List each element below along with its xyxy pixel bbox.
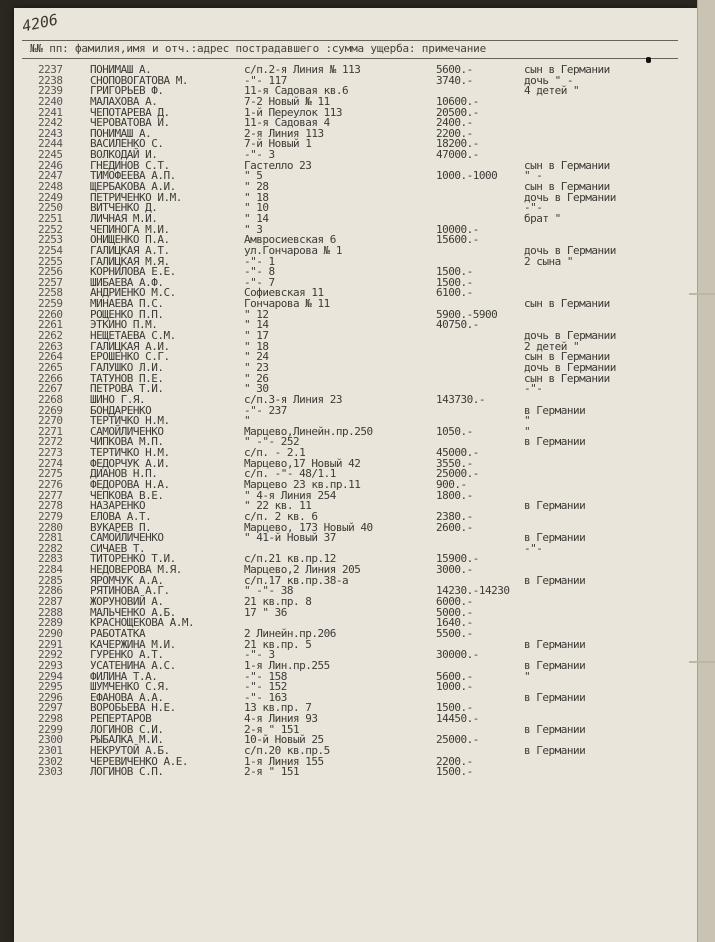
note: дочь в Германии bbox=[524, 329, 616, 343]
record-number: 2255 bbox=[38, 254, 63, 268]
record-number: 2266 bbox=[38, 371, 63, 385]
damage-amount: 30000.- bbox=[436, 648, 479, 662]
address: Марцево,17 Новый 42 bbox=[244, 456, 361, 470]
address: -"- 152 bbox=[244, 680, 287, 694]
record-number: 2286 bbox=[38, 584, 63, 598]
record-number: 2289 bbox=[38, 616, 63, 630]
damage-amount: 2200.- bbox=[436, 126, 473, 140]
address: " 4-я Линия 254 bbox=[244, 488, 336, 502]
full-name: МАЛАХОВА А. bbox=[90, 94, 158, 108]
address: с/п.2-я Линия № 113 bbox=[244, 63, 361, 76]
damage-amount: 18200.- bbox=[436, 137, 479, 151]
full-name: ШУМЧЕНКО С.Я. bbox=[90, 680, 170, 694]
full-name: САМОЙЛИЧЕНКО bbox=[90, 531, 164, 545]
address: Гончарова № 11 bbox=[244, 297, 330, 311]
address: " bbox=[244, 414, 251, 428]
address: " -"- 252 bbox=[244, 435, 300, 449]
full-name: РОЩЕНКО П.П. bbox=[90, 307, 164, 321]
address: Марцево,2 Линия 205 bbox=[244, 563, 361, 577]
full-name: ЛОГИНОВ С.П. bbox=[90, 765, 164, 779]
address: 1-й Переулок 113 bbox=[244, 105, 342, 119]
damage-amount: 14230.-14230 bbox=[436, 584, 510, 598]
address: 11-я Садовая 4 bbox=[244, 116, 330, 130]
record-number: 2246 bbox=[38, 158, 63, 172]
address: 21 кв.пр. 5 bbox=[244, 637, 312, 651]
full-name: ТИТОРЕНКО Т.И. bbox=[90, 552, 176, 566]
record-number: 2280 bbox=[38, 520, 63, 534]
address: " 24 bbox=[244, 350, 269, 364]
address: -"- 1 bbox=[244, 254, 275, 268]
header-bottom-rule bbox=[22, 58, 678, 59]
note: в Германии bbox=[524, 722, 586, 736]
note: брат " bbox=[524, 211, 561, 225]
full-name: ЧЕПИНОГА М.И. bbox=[90, 222, 170, 236]
record-number: 2247 bbox=[38, 169, 63, 183]
address: с/п.20 кв.пр.5 bbox=[244, 744, 330, 757]
note: в Германии bbox=[524, 531, 586, 545]
record-number: 2288 bbox=[38, 605, 63, 619]
record-number: 2274 bbox=[38, 456, 63, 470]
note: в Германии bbox=[524, 499, 586, 513]
record-number: 2253 bbox=[38, 233, 63, 247]
damage-amount: 2400.- bbox=[436, 116, 473, 130]
address: Марцево, 173 Новый 40 bbox=[244, 520, 373, 534]
full-name: ГНЕДИНОВ С.Т. bbox=[90, 158, 170, 172]
record-number: 2248 bbox=[38, 180, 63, 194]
full-name: КАЧЕРЖИНА М.И. bbox=[90, 637, 176, 651]
full-name: НЕКРУТОЙ А.Б. bbox=[90, 744, 170, 757]
full-name: ФИЛИНА Т.А. bbox=[90, 669, 158, 683]
full-name: ЧЕРОВАТОВА И. bbox=[90, 116, 170, 130]
full-name: ГАЛУШКО Л.И. bbox=[90, 360, 164, 374]
record-number: 2272 bbox=[38, 435, 63, 449]
note: " bbox=[524, 669, 531, 683]
record-number: 2292 bbox=[38, 648, 63, 662]
note: -"- bbox=[524, 541, 543, 555]
damage-amount: 1050.- bbox=[436, 424, 473, 438]
damage-amount: 15900.- bbox=[436, 552, 479, 566]
address: 7-2 Новый № 11 bbox=[244, 94, 330, 108]
full-name: ЛИЧНАЯ М.И. bbox=[90, 211, 158, 225]
record-number: 2287 bbox=[38, 595, 63, 609]
note: сын в Германии bbox=[524, 371, 610, 385]
address: 2-я " 151 bbox=[244, 765, 300, 779]
note: сын в Германии bbox=[524, 297, 610, 311]
full-name: ДИАНОВ Н.П. bbox=[90, 467, 158, 481]
record-number: 2258 bbox=[38, 286, 63, 300]
full-name: УСАТЕНИНА А.С. bbox=[90, 658, 176, 672]
record-number: 2260 bbox=[38, 307, 63, 321]
address: Марцево 23 кв.пр.11 bbox=[244, 477, 361, 491]
full-name: ЧЕПКОВА В.Е. bbox=[90, 488, 164, 502]
damage-amount: 40750.- bbox=[436, 318, 479, 332]
address: 17 " 36 bbox=[244, 605, 287, 619]
record-number: 2242 bbox=[38, 116, 63, 130]
full-name: ТЕРТИЧКО Н.М. bbox=[90, 446, 170, 460]
address: с/п.3-я Линия 23 bbox=[244, 392, 342, 406]
note: " - bbox=[524, 169, 543, 183]
record-number: 2269 bbox=[38, 403, 63, 417]
full-name: ПОНИМАШ А. bbox=[90, 126, 152, 140]
record-number: 2279 bbox=[38, 509, 63, 523]
address: с/п.21 кв.пр.12 bbox=[244, 552, 336, 566]
record-number: 2252 bbox=[38, 222, 63, 236]
note: в Германии bbox=[524, 658, 586, 672]
damage-amount: 1000.- bbox=[436, 680, 473, 694]
address: ул.Гончарова № 1 bbox=[244, 243, 342, 257]
full-name: ШИНО Г.Я. bbox=[90, 392, 146, 406]
full-name: ТЕРТИЧКО Н.М. bbox=[90, 414, 170, 428]
record-number: 2256 bbox=[38, 265, 63, 279]
full-name: ВОЛКОДАЙ И. bbox=[90, 148, 158, 162]
address: " 12 bbox=[244, 307, 269, 321]
full-name: ВИТЧЕНКО Д. bbox=[90, 201, 158, 215]
address: Марцево,Линейн.пр.250 bbox=[244, 424, 373, 438]
record-number: 2270 bbox=[38, 414, 63, 428]
note: в Германии bbox=[524, 435, 586, 449]
note: в Германии bbox=[524, 744, 586, 757]
address: 2-я Линия 113 bbox=[244, 126, 324, 140]
full-name: РЯТИНОВА А.Г. bbox=[90, 584, 170, 598]
note: дочь в Германии bbox=[524, 190, 616, 204]
damage-amount: 10600.- bbox=[436, 94, 479, 108]
full-name: РЕПЕРТАРОВ bbox=[90, 712, 152, 726]
record-number: 2264 bbox=[38, 350, 63, 364]
full-name: ЛОГИНОВ С.И. bbox=[90, 722, 164, 736]
record-number: 2273 bbox=[38, 446, 63, 460]
full-name: ЩЕРБАКОВА А.И. bbox=[90, 180, 176, 194]
record-number: 2257 bbox=[38, 275, 63, 289]
address: с/п. - 2.1 bbox=[244, 446, 306, 460]
record-number: 2277 bbox=[38, 488, 63, 502]
full-name: ГАЛИЦКАЯ А.И. bbox=[90, 339, 170, 353]
full-name: ГРИГОРЬЕВ Ф. bbox=[90, 84, 164, 98]
records-table bbox=[26, 65, 676, 778]
record-number: 2293 bbox=[38, 658, 63, 672]
note: " bbox=[524, 414, 531, 428]
record-number: 2261 bbox=[38, 318, 63, 332]
address: " 10 bbox=[244, 201, 269, 215]
damage-amount: 1000.-1000 bbox=[436, 169, 498, 183]
full-name: МАЛЬЧЕНКО А.Б. bbox=[90, 605, 176, 619]
full-name: НЕДОВЕРОВА М.Я. bbox=[90, 563, 182, 577]
record-number: 2271 bbox=[38, 424, 63, 438]
full-name: ПЕТРИЧЕНКО И.М. bbox=[90, 190, 182, 204]
note: в Германии bbox=[524, 573, 586, 587]
record-number: 2284 bbox=[38, 563, 63, 577]
full-name: ГУРЕНКО А.Т. bbox=[90, 648, 164, 662]
address: -"- 237 bbox=[244, 403, 287, 417]
address: с/п. -"- 48/1.1 bbox=[244, 467, 336, 481]
note: сын в Германии bbox=[524, 158, 610, 172]
record-number: 2238 bbox=[38, 73, 63, 87]
note: 4 детей " bbox=[524, 84, 580, 98]
note: 2 сына " bbox=[524, 254, 573, 268]
full-name: ЭТКИНО П.М. bbox=[90, 318, 158, 332]
record-number: 2303 bbox=[38, 765, 63, 779]
full-name: ТИМОФЕЕВА А.П. bbox=[90, 169, 176, 183]
full-name: ЖОРУНОВИЙ А. bbox=[90, 595, 164, 609]
record-number: 2244 bbox=[38, 137, 63, 151]
record-number: 2283 bbox=[38, 552, 63, 566]
handwritten-number: 4206 bbox=[20, 10, 60, 36]
record-number: 2278 bbox=[38, 499, 63, 513]
full-name: КОРНИЛОВА Е.Е. bbox=[90, 265, 176, 279]
full-name: СНОПОВОГАТОВА М. bbox=[90, 73, 188, 87]
full-name: ЕФАНОВА А.А. bbox=[90, 690, 164, 704]
damage-amount: 1640.- bbox=[436, 616, 473, 630]
full-name: ВУКАРЕВ П. bbox=[90, 520, 152, 534]
address: 13 кв.пр. 7 bbox=[244, 701, 312, 715]
binding-thread bbox=[689, 661, 715, 663]
record-number: 2282 bbox=[38, 541, 63, 555]
record-number: 2294 bbox=[38, 669, 63, 683]
record-number: 2239 bbox=[38, 84, 63, 98]
full-name: БОНДАРЕНКО bbox=[90, 403, 152, 417]
record-number: 2249 bbox=[38, 190, 63, 204]
damage-amount: 2600.- bbox=[436, 520, 473, 534]
damage-amount: 5900.-5900 bbox=[436, 307, 498, 321]
note: сын в Германии bbox=[524, 350, 610, 364]
record-number: 2251 bbox=[38, 211, 63, 225]
note: -"- bbox=[524, 201, 543, 215]
address: 2 Линейн.пр.206 bbox=[244, 626, 336, 640]
full-name: АНДРИЕНКО М.С. bbox=[90, 286, 176, 300]
address: " 18 bbox=[244, 339, 269, 353]
record-number: 2295 bbox=[38, 680, 63, 694]
damage-amount: 45000.- bbox=[436, 446, 479, 460]
address: -"- 117 bbox=[244, 73, 287, 87]
full-name: ПЕТРОВА Т.И. bbox=[90, 382, 164, 396]
full-name: САМОЙЛИЧЕНКО bbox=[90, 424, 164, 438]
full-name: ЧЕПОТАРЕВА Д. bbox=[90, 105, 170, 119]
damage-amount: 2200.- bbox=[436, 754, 473, 768]
address: 10-й Новый 25 bbox=[244, 733, 324, 747]
damage-amount: 5600.- bbox=[436, 669, 473, 683]
ink-mark bbox=[646, 57, 651, 63]
damage-amount: 25000.- bbox=[436, 733, 479, 747]
damage-amount: 5600.- bbox=[436, 63, 473, 76]
address: 4-я Линия 93 bbox=[244, 712, 318, 726]
full-name: ЕРОШЕНКО С.Г. bbox=[90, 350, 170, 364]
address: -"- 7 bbox=[244, 275, 275, 289]
damage-amount: 6000.- bbox=[436, 595, 473, 609]
record-number: 2265 bbox=[38, 360, 63, 374]
full-name: НЕЩЕТАЕВА С.М. bbox=[90, 329, 176, 343]
next-page-edge bbox=[697, 0, 715, 942]
record-number: 2297 bbox=[38, 701, 63, 715]
record-number: 2268 bbox=[38, 392, 63, 406]
record-number: 2259 bbox=[38, 297, 63, 311]
address: -"- 163 bbox=[244, 690, 287, 704]
full-name: НАЗАРЕНКО bbox=[90, 499, 146, 513]
damage-amount: 47000.- bbox=[436, 148, 479, 162]
damage-amount: 5000.- bbox=[436, 605, 473, 619]
note: в Германии bbox=[524, 690, 586, 704]
record-number: 2296 bbox=[38, 690, 63, 704]
address: " 41-й Новый 37 bbox=[244, 531, 336, 545]
address: Гастелло 23 bbox=[244, 158, 312, 172]
full-name: КРАСНОЩЕКОВА А.М. bbox=[90, 616, 195, 630]
full-name: ЯРОМЧУК А.А. bbox=[90, 573, 164, 587]
full-name: ЕЛОВА А.Т. bbox=[90, 509, 152, 523]
full-name: ВОРОБЬЕВА Н.Е. bbox=[90, 701, 176, 715]
damage-amount: 900.- bbox=[436, 477, 467, 491]
address: -"- 8 bbox=[244, 265, 275, 279]
address: " 18 bbox=[244, 190, 269, 204]
note: дочь в Германии bbox=[524, 243, 616, 257]
record-number: 2245 bbox=[38, 148, 63, 162]
full-name: ГАЛИЦКАЯ М.Я. bbox=[90, 254, 170, 268]
full-name: ГАЛИЦКАЯ А.Т. bbox=[90, 243, 170, 257]
record-number: 2240 bbox=[38, 94, 63, 108]
record-number: 2276 bbox=[38, 477, 63, 491]
note: дочь в Германии bbox=[524, 360, 616, 374]
full-name: ВАСИЛЕНКО С. bbox=[90, 137, 164, 151]
address: Софиевская 11 bbox=[244, 286, 324, 300]
header-top-rule bbox=[22, 40, 678, 41]
damage-amount: 15600.- bbox=[436, 233, 479, 247]
address: с/п. 2 кв. 6 bbox=[244, 509, 318, 523]
damage-amount: 2380.- bbox=[436, 509, 473, 523]
address: " 14 bbox=[244, 211, 269, 225]
record-number: 2302 bbox=[38, 754, 63, 768]
binding-thread bbox=[689, 293, 715, 295]
record-number: 2291 bbox=[38, 637, 63, 651]
damage-amount: 3000.- bbox=[436, 563, 473, 577]
record-number: 2254 bbox=[38, 243, 63, 257]
record-number: 2243 bbox=[38, 126, 63, 140]
record-number: 2250 bbox=[38, 201, 63, 215]
address: 2-я " 151 bbox=[244, 722, 300, 736]
damage-amount: 1500.- bbox=[436, 765, 473, 779]
note: " bbox=[524, 424, 531, 438]
damage-amount: 3550.- bbox=[436, 456, 473, 470]
damage-amount: 3740.- bbox=[436, 73, 473, 87]
damage-amount: 1500.- bbox=[436, 701, 473, 715]
address: " -"- 38 bbox=[244, 584, 293, 598]
note: сын в Германии bbox=[524, 180, 610, 194]
damage-amount: 1800.- bbox=[436, 488, 473, 502]
record-number: 2299 bbox=[38, 722, 63, 736]
address: Амвросиевская 6 bbox=[244, 233, 336, 247]
record-number: 2267 bbox=[38, 382, 63, 396]
address: " 3 bbox=[244, 222, 263, 236]
full-name: ЧИПКОВА М.П. bbox=[90, 435, 164, 449]
address: " 30 bbox=[244, 382, 269, 396]
damage-amount: 1500.- bbox=[436, 265, 473, 279]
note: дочь " - bbox=[524, 73, 573, 87]
record-number: 2290 bbox=[38, 626, 63, 640]
record-number: 2281 bbox=[38, 531, 63, 545]
address: " 5 bbox=[244, 169, 263, 183]
full-name: ЧЕРЕВИЧЕНКО А.Е. bbox=[90, 754, 188, 768]
full-name: МИНАЕВА П.С. bbox=[90, 297, 164, 311]
record-number: 2237 bbox=[38, 63, 63, 76]
damage-amount: 143730.- bbox=[436, 392, 485, 406]
address: -"- 158 bbox=[244, 669, 287, 683]
full-name: РЫБАЛКА М.И. bbox=[90, 733, 164, 747]
record-number: 2285 bbox=[38, 573, 63, 587]
note: -"- bbox=[524, 382, 543, 396]
address: с/п.17 кв.пр.38-а bbox=[244, 573, 349, 587]
full-name: ПОНИМАШ А. bbox=[90, 63, 152, 76]
address: 1-я Линия 155 bbox=[244, 754, 324, 768]
address: 21 кв.пр. 8 bbox=[244, 595, 312, 609]
damage-amount: 25000.- bbox=[436, 467, 479, 481]
damage-amount: 10000.- bbox=[436, 222, 479, 236]
full-name: ОНИЩЕНКО П.А. bbox=[90, 233, 170, 247]
note: сын в Германии bbox=[524, 63, 610, 76]
full-name: ФЕДОРОВА Н.А. bbox=[90, 477, 170, 491]
record-number: 2298 bbox=[38, 712, 63, 726]
full-name: РАБОТАТКА bbox=[90, 626, 146, 640]
address: " 17 bbox=[244, 329, 269, 343]
damage-amount: 1500.- bbox=[436, 275, 473, 289]
record-number: 2263 bbox=[38, 339, 63, 353]
address: 1-я Лин.пр.255 bbox=[244, 658, 330, 672]
record-number: 2262 bbox=[38, 329, 63, 343]
address: " 28 bbox=[244, 180, 269, 194]
address: -"- 3 bbox=[244, 648, 275, 662]
note: в Германии bbox=[524, 403, 586, 417]
address: " 26 bbox=[244, 371, 269, 385]
address: -"- 3 bbox=[244, 148, 275, 162]
full-name: ТАТУНОВ П.Е. bbox=[90, 371, 164, 385]
address: " 23 bbox=[244, 360, 269, 374]
record-number: 2275 bbox=[38, 467, 63, 481]
full-name: ФЕДОРЧУК А.И. bbox=[90, 456, 170, 470]
table-header: №№ пп: фамилия,имя и отч.:адрес пострадавшего :сумма ущерба: примечание bbox=[30, 42, 487, 55]
table-row bbox=[26, 767, 676, 778]
address: " 22 кв. 11 bbox=[244, 499, 312, 513]
full-name: ШИБАЕВА А.Ф. bbox=[90, 275, 164, 289]
note: в Германии bbox=[524, 637, 586, 651]
record-number: 2301 bbox=[38, 744, 63, 757]
address: 7-й Новый 1 bbox=[244, 137, 312, 151]
damage-amount: 6100.- bbox=[436, 286, 473, 300]
damage-amount: 20500.- bbox=[436, 105, 479, 119]
address: 11-я Садовая кв.6 bbox=[244, 84, 349, 98]
record-number: 2300 bbox=[38, 733, 63, 747]
record-number: 2241 bbox=[38, 105, 63, 119]
address: " 14 bbox=[244, 318, 269, 332]
damage-amount: 5500.- bbox=[436, 626, 473, 640]
damage-amount: 14450.- bbox=[436, 712, 479, 726]
full-name: СИЧАЕВ Т. bbox=[90, 541, 146, 555]
note: 2 детей " bbox=[524, 339, 580, 353]
